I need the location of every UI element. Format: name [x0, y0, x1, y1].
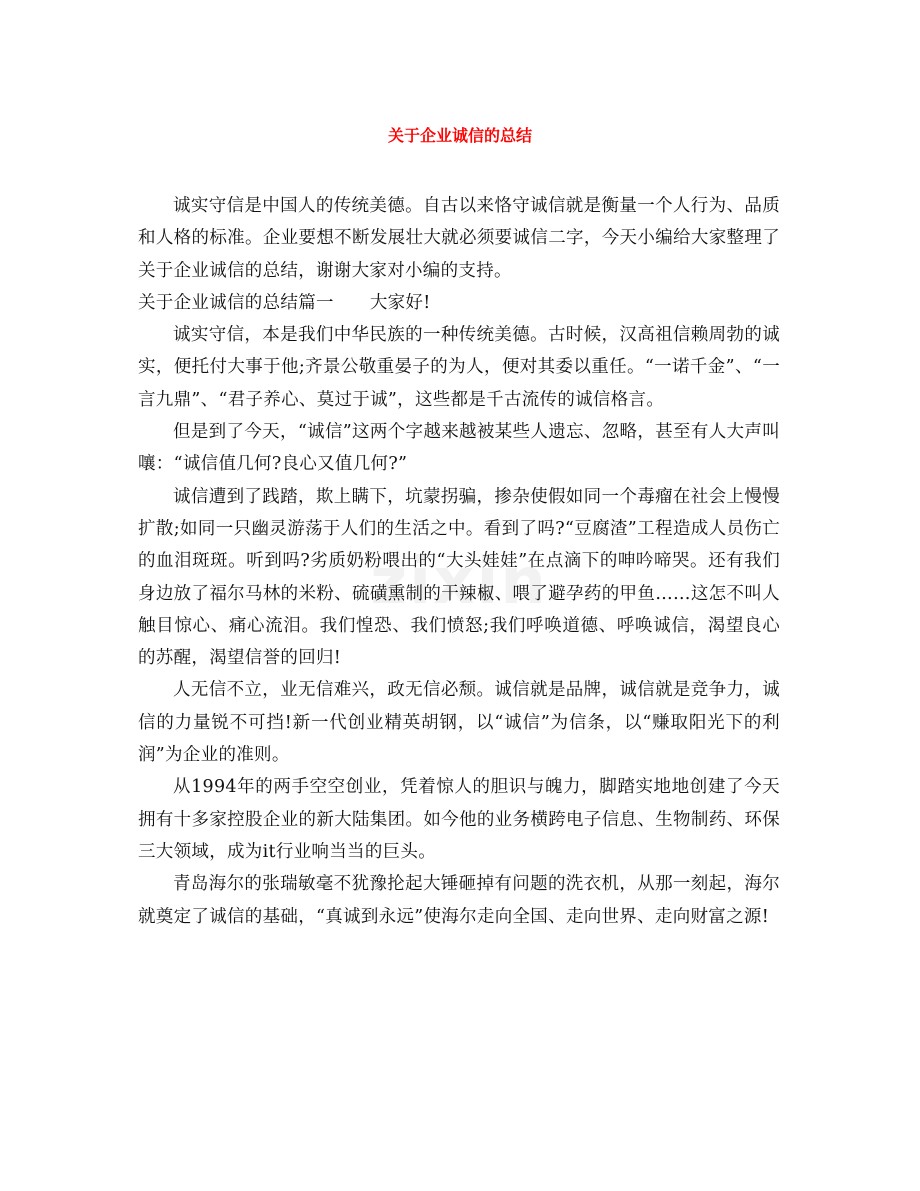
paragraph-5: 从1994年的两手空空创业，凭着惊人的胆识与魄力，脚踏实地地创建了今天拥有十多家控股企业的新大陆集团。如今他的业务横跨电子信息、生物制药、环保三大领域，成为it行业响当当的巨头。 [138, 777, 780, 862]
paragraph-1: 诚实守信，本是我们中华民族的一种传统美德。古时候，汉高祖信赖周勃的诚实，便托付大事于他;齐景公敬重晏子的为人，便对其委以重任。“一诺千金”、“一言九鼎”、“君子养心、莫过于诚”，这些都是千古流传的诚信格言。 [138, 325, 780, 410]
watermark: zixin [370, 545, 548, 619]
paragraph-4: 人无信不立，业无信难兴，政无信必颓。诚信就是品牌，诚信就是竞争力，诚信的力量锐不可挡!新一代创业精英胡钢，以“诚信”为信条，以“赚取阳光下的利润”为企业的准则。 [138, 680, 780, 766]
greeting: 大家好! [369, 292, 431, 313]
document-title: 关于企业诚信的总结 [387, 126, 532, 145]
section-heading: 关于企业诚信的总结篇一 [138, 292, 334, 313]
paragraph-2: 但是到了今天，“诚信”这两个字越来越被某些人遗忘、忽略，甚至有人大声叫嚷：“诚信值几何?良心又值几何?” [138, 422, 780, 475]
paragraph-intro: 诚实守信是中国人的传统美德。自古以来恪守诚信就是衡量一个人行为、品质和人格的标准。企业要想不断发展壮大就必须要诚信二字，今天小编给大家整理了关于企业诚信的总结，谢谢大家对小编的支持。 [138, 196, 780, 281]
document-body [138, 190, 780, 933]
paragraph-3: 诚信遭到了践踏，欺上瞒下，坑蒙拐骗，掺杂使假如同一个毒瘤在社会上慢慢扩散;如同一只幽灵游荡于人们的生活之中。看到了吗?“豆腐渣”工程造成人员伤亡的血泪斑斑。听到吗?劣质奶粉喂出的“大头娃娃”在点滴下的呻吟啼哭。还有我们身边放了福尔马林的米粉、硫磺熏制的干辣椒、喂了避孕药的甲鱼……这怎不叫人触目惊心、痛心流泪。我们惶恐、我们愤怒;我们呼唤道德、呼唤诚信，渴望良心的苏醒，渴望信誉的回归! [138, 486, 780, 669]
section-heading-line [138, 287, 780, 319]
paragraph-6: 青岛海尔的张瑞敏毫不犹豫抡起大锤砸掉有问题的洗衣机，从那一刻起，海尔就奠定了诚信的基础，“真诚到永远”使海尔走向全国、走向世界、走向财富之源! [138, 874, 780, 927]
